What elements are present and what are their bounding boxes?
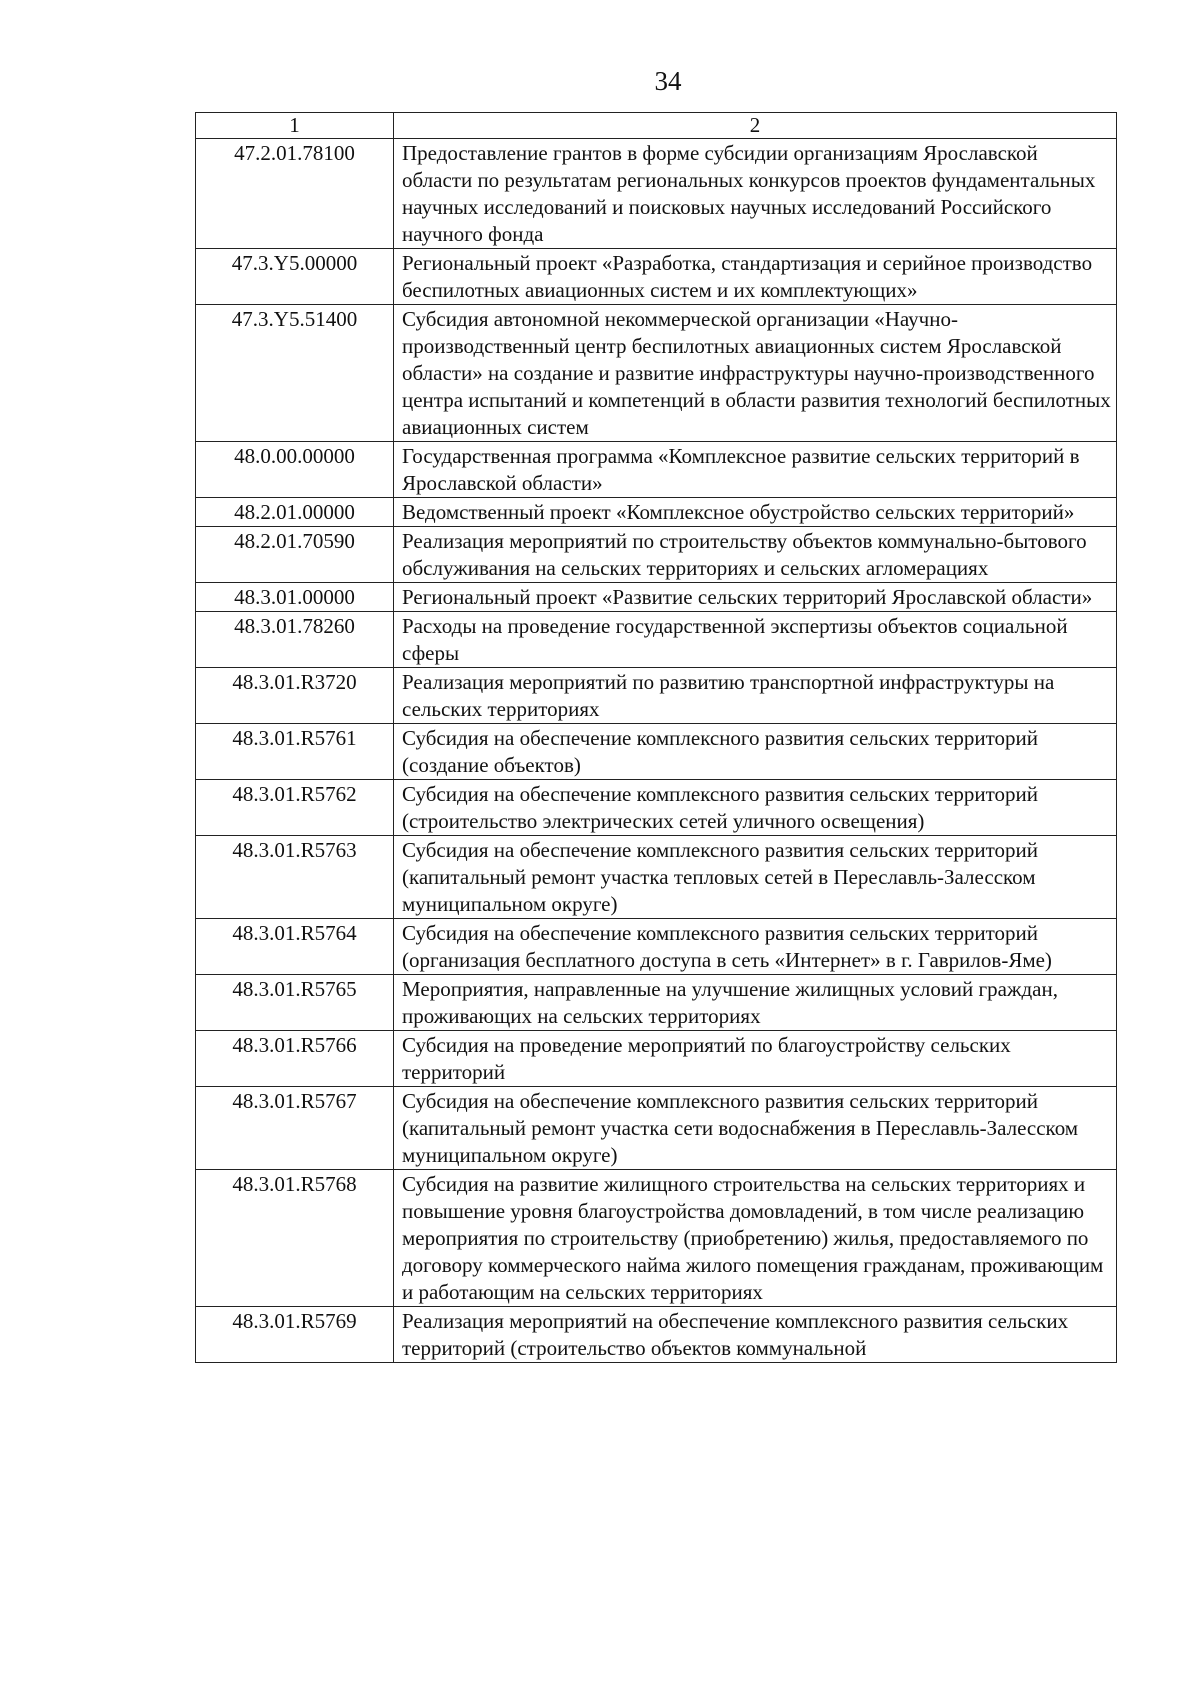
table-header [196, 113, 1117, 139]
table-row [196, 1307, 1117, 1363]
table-row [196, 583, 1117, 612]
table-row [196, 668, 1117, 724]
table-row [196, 1031, 1117, 1087]
row-description: Субсидия на проведение мероприятий по благоустройству сельских территорий [394, 1031, 1117, 1087]
row-code: 48.3.01.R3720 [196, 668, 394, 724]
table-body [196, 139, 1117, 1363]
table-row [196, 612, 1117, 668]
row-description: Субсидия на обеспечение комплексного развития сельских территорий (организация бесплатного доступа в сеть «Интернет» в г. Гаврилов-Яме) [394, 919, 1117, 975]
table-row [196, 527, 1117, 583]
row-description: Расходы на проведение государственной экспертизы объектов социальной сферы [394, 612, 1117, 668]
row-description: Предоставление грантов в форме субсидии организациям Ярославской области по результатам региональных конкурсов проектов фундаментальных научных исследований и поисковых научных исследований Российского научного фонда [394, 139, 1117, 249]
table-row [196, 919, 1117, 975]
table-row [196, 498, 1117, 527]
row-description: Субсидия на обеспечение комплексного развития сельских территорий (строительство электрических сетей уличного освещения) [394, 780, 1117, 836]
row-code: 48.0.00.00000 [196, 442, 394, 498]
row-description: Ведомственный проект «Комплексное обустройство сельских территорий» [394, 498, 1117, 527]
row-code: 48.3.01.R5765 [196, 975, 394, 1031]
row-description: Региональный проект «Разработка, стандартизация и серийное производство беспилотных авиационных систем и их комплектующих» [394, 249, 1117, 305]
row-code: 48.3.01.00000 [196, 583, 394, 612]
row-description: Региональный проект «Развитие сельских территорий Ярославской области» [394, 583, 1117, 612]
row-code: 48.2.01.70590 [196, 527, 394, 583]
row-code: 48.3.01.R5761 [196, 724, 394, 780]
table-row [196, 724, 1117, 780]
row-code: 48.3.01.R5763 [196, 836, 394, 919]
page-number: 34 [654, 66, 682, 96]
row-code: 48.3.01.R5767 [196, 1087, 394, 1170]
column-header-code: 1 [196, 113, 394, 139]
table-row [196, 442, 1117, 498]
column-header-description: 2 [394, 113, 1117, 139]
row-code: 48.3.01.R5766 [196, 1031, 394, 1087]
row-description: Реализация мероприятий по строительству объектов коммунально-бытового обслуживания на сельских территориях и сельских агломерациях [394, 527, 1117, 583]
row-code: 48.3.01.R5762 [196, 780, 394, 836]
table-row [196, 249, 1117, 305]
row-description: Реализация мероприятий по развитию транспортной инфраструктуры на сельских территориях [394, 668, 1117, 724]
row-description: Мероприятия, направленные на улучшение жилищных условий граждан, проживающих на сельских территориях [394, 975, 1117, 1031]
table-row [196, 1087, 1117, 1170]
row-description: Реализация мероприятий на обеспечение комплексного развития сельских территорий (строительство объектов коммунальной [394, 1307, 1117, 1363]
table-row [196, 975, 1117, 1031]
row-code: 48.3.01.R5764 [196, 919, 394, 975]
row-description: Субсидия на развитие жилищного строительства на сельских территориях и повышение уровня благоустройства домовладений, в том числе реализацию мероприятия по строительству (приобретению) жилья, предоставляемого по договору коммерческого найма жилого помещения гражданам, проживающим и работающим на сельских территориях [394, 1170, 1117, 1307]
header-row [196, 113, 1117, 139]
classification-table [195, 112, 1117, 1363]
row-code: 48.3.01.78260 [196, 612, 394, 668]
row-code: 47.3.Y5.51400 [196, 305, 394, 442]
row-code: 47.2.01.78100 [196, 139, 394, 249]
row-description: Субсидия на обеспечение комплексного развития сельских территорий (капитальный ремонт участка тепловых сетей в Переславль-Залесском муниципальном округе) [394, 836, 1117, 919]
row-code: 48.3.01.R5768 [196, 1170, 394, 1307]
row-description: Субсидия на обеспечение комплексного развития сельских территорий (создание объектов) [394, 724, 1117, 780]
row-description: Субсидия на обеспечение комплексного развития сельских территорий (капитальный ремонт участка сети водоснабжения в Переславль-Залесском муниципальном округе) [394, 1087, 1117, 1170]
table-row [196, 139, 1117, 249]
row-code: 48.2.01.00000 [196, 498, 394, 527]
row-description: Субсидия автономной некоммерческой организации «Научно-производственный центр беспилотных авиационных систем Ярославской области» на создание и развитие инфраструктуры научно-производственного центра испытаний и компетенций в области развития технологий беспилотных авиационных систем [394, 305, 1117, 442]
row-code: 47.3.Y5.00000 [196, 249, 394, 305]
table-row [196, 1170, 1117, 1307]
table-row [196, 780, 1117, 836]
table-row [196, 305, 1117, 442]
table-row [196, 836, 1117, 919]
row-code: 48.3.01.R5769 [196, 1307, 394, 1363]
row-description: Государственная программа «Комплексное развитие сельских территорий в Ярославской области» [394, 442, 1117, 498]
